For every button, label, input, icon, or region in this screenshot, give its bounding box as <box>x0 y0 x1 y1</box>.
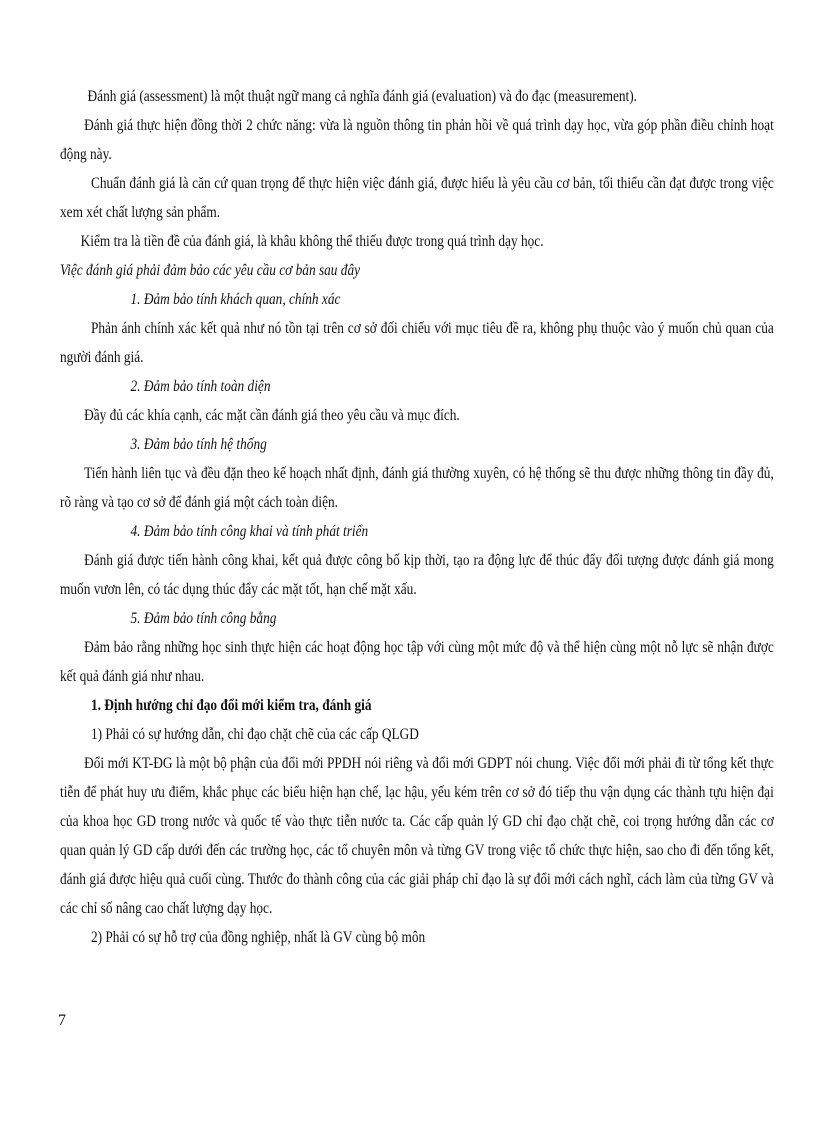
requirement-heading-transparency: 4. Đảm bảo tính công khai và tính phát triển <box>130 523 369 540</box>
requirement-heading-fairness: 5. Đảm bảo tính công bằng <box>130 610 277 627</box>
paragraph-assessment-standard: Chuẩn đánh giá là căn cứ quan trọng để thực hiện việc đánh giá, được hiểu là yêu cầu cơ bản, tối thiểu cần đạt được trong việc xem xét chất lượng sản phẩm. <box>60 175 774 221</box>
paragraph-transparency: Đánh giá được tiến hành công khai, kết quả được công bố kịp thời, tạo ra động lực để thúc đẩy đối tượng được đánh giá mong muốn vươn lên, có tác dụng thúc đẩy các mặt tốt, hạn chế mặt xấu. <box>60 552 774 598</box>
section-requirements-heading: Việc đánh giá phải đảm bảo các yêu cầu cơ bản sau đây <box>60 262 361 279</box>
requirement-heading-objectivity: 1. Đảm bảo tính khách quan, chính xác <box>130 291 341 308</box>
requirement-heading-comprehensiveness: 2. Đảm bảo tính toàn diện <box>130 378 271 395</box>
requirement-heading-systematic: 3. Đảm bảo tính hệ thống <box>130 436 267 453</box>
paragraph-assessment-functions: Đánh giá thực hiện đồng thời 2 chức năng: vừa là nguồn thông tin phản hồi về quá trình dạy học, vừa góp phần điều chỉnh hoạt động này. <box>60 117 774 163</box>
paragraph-innovation: Đổi mới KT-ĐG là một bộ phận của đổi mới PPDH nói riêng và đổi mới GDPT nói chung. Việc đổi mới phải đi từ tổng kết thực tiễn để phát huy ưu điểm, khắc phục các biểu hiện hạn chế, lạc hậu, yếu kém trên cơ sở đó tiếp thu vận dụng các thành tựu hiện đại của khoa học GD trong nước và quốc tế vào thực tiễn nước ta. Các cấp quản lý GD chỉ đạo chặt chẽ, coi trọng hướng dẫn các cơ quan quản lý GD cấp dưới đến các trường học, các tổ chuyên môn và từng GV trong việc tổ chức thực hiện, sao cho đi đến tổng kết, đánh giá được hiệu quả cuối cùng. Thước đo thành công của các giải pháp chỉ đạo là sự đổi mới cách nghĩ, cách làm của từng GV và các chỉ số nâng cao chất lượng dạy học. <box>60 755 774 917</box>
paragraph-testing-premise: Kiểm tra là tiền đề của đánh giá, là khâu không thể thiếu được trong quá trình dạy học. <box>80 233 544 250</box>
paragraph-fairness: Đảm bảo rằng những học sinh thực hiện các hoạt động học tập với cùng một mức độ và thể hiện cùng một nỗ lực sẽ nhận được kết quả đánh giá như nhau. <box>60 639 774 685</box>
page-number: 7 <box>58 1012 66 1029</box>
paragraph-assessment-definition: Đánh giá (assessment) là một thuật ngữ mang cả nghĩa đánh giá (evaluation) và đo đạc (measurement). <box>87 88 638 105</box>
document-body <box>60 82 774 952</box>
paragraph-systematic: Tiến hành liên tục và đều đặn theo kế hoạch nhất định, đánh giá thường xuyên, có hệ thống sẽ thu được những thông tin đầy đủ, rõ ràng và tạo cơ sở để đánh giá một cách toàn diện. <box>60 465 774 511</box>
list-item-colleague-support: 2) Phải có sự hỗ trợ của đồng nghiệp, nhất là GV cùng bộ môn <box>90 929 426 946</box>
list-item-guidance: 1) Phải có sự hướng dẫn, chỉ đạo chặt chẽ của các cấp QLGD <box>90 726 419 743</box>
paragraph-objectivity: Phản ánh chính xác kết quả như nó tồn tại trên cơ sở đối chiếu với mục tiêu đề ra, không phụ thuộc vào ý muốn chủ quan của người đánh giá. <box>60 320 774 366</box>
section-heading-innovation-direction: 1. Định hướng chỉ đạo đổi mới kiểm tra, đánh giá <box>90 697 372 714</box>
paragraph-comprehensiveness: Đầy đủ các khía cạnh, các mặt cần đánh giá theo yêu cầu và mục đích. <box>84 407 460 424</box>
